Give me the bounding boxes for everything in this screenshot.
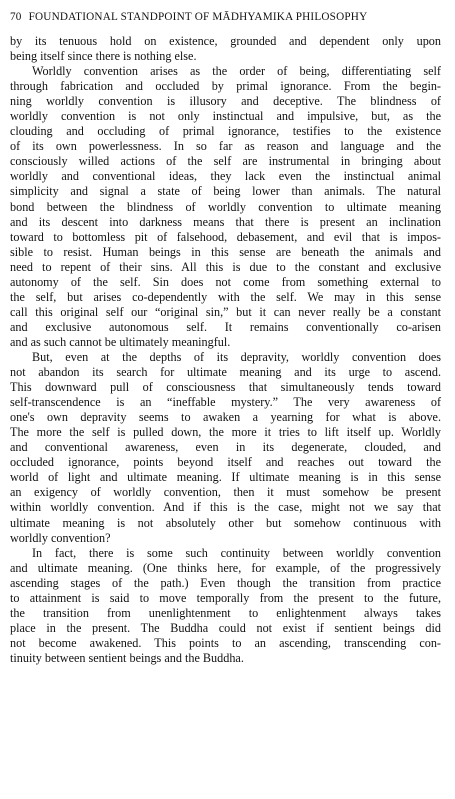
text-line: to attainment is said to move temporally from the present to the future,: [10, 590, 441, 605]
running-head: [10, 10, 441, 24]
text-line: one's own depravity seems to awaken a yearning for what is above.: [10, 410, 441, 425]
text-line: not abandon its search for ultimate meaning and its urge to ascend.: [10, 365, 441, 380]
text-line: through fabrication and occluded by primal ignorance. From the begin-: [10, 79, 441, 94]
text-line: toward to bottomless pit of falsehood, debasement, and evil that is impos-: [10, 229, 441, 244]
text-line: self-transcendence is an “ineffable mystery.” The very awareness of: [10, 395, 441, 410]
text-line: worldly convention?: [10, 530, 111, 545]
text-line: an exigency of worldly convention, then it must somehow be present: [10, 485, 441, 500]
text-line: and as such cannot be ultimately meaningful.: [10, 334, 231, 349]
running-title: FOUNDATIONAL STANDPOINT OF MĀDHYAMIKA PHILOSOPHY: [28, 11, 368, 23]
text-line: being itself since there is nothing else.: [10, 49, 197, 64]
text-line: worldly and conventional ideas, they lack even the instinctual animal: [10, 169, 441, 184]
text-line: In fact, there is some such continuity between worldly convention: [32, 545, 441, 560]
text-line: The more the self is pulled down, the more it tries to lift itself up. Worldly: [10, 425, 441, 440]
paragraph: [10, 350, 441, 546]
paragraph: [10, 64, 441, 350]
text-line: within worldly convention. And if this is the case, might not we say that: [10, 500, 441, 515]
text-line: Worldly convention arises as the order of being, differentiating self: [32, 64, 441, 79]
text-line: not become awakened. This points to an ascending, transcending con-: [10, 635, 441, 650]
paragraph: [10, 34, 441, 64]
text-line: occluded ignorance, points beyond itself and reaches out toward the: [10, 455, 441, 470]
text-line: tinuity between sentient beings and the Buddha.: [10, 650, 244, 665]
text-line: world of light and ultimate meaning. If ultimate meaning is in this sense: [10, 470, 441, 485]
text-line: bond between the blindness of worldly convention to ultimate meaning: [10, 199, 441, 214]
text-line: and exclusive autonomous self. It remains conventionally co-arisen: [10, 319, 441, 334]
text-line: and ultimate meaning. (One thinks here, for example, of the progressively: [10, 560, 441, 575]
text-line: place in the present. The Buddha could not exist if sentient beings did: [10, 620, 441, 635]
paragraph: [10, 546, 441, 666]
text-line: clouding and occluding of primal ignorance, testifies to the existence: [10, 124, 441, 139]
text-line: call this original self our “original sin,” but it can never really be a constant: [10, 304, 441, 319]
text-line: and conventional awareness, even in its degenerate, clouded, and: [10, 440, 441, 455]
text-line: autonomy of the self. Sin does not come from something external to: [10, 274, 441, 289]
text-line: sible to resist. Human beings in this sense are beneath the animals and: [10, 244, 441, 259]
text-line: and its descent into darkness means that there is present an inclination: [10, 214, 441, 229]
text-line: But, even at the depths of its depravity, worldly convention does: [32, 349, 441, 364]
page-number: 70: [10, 11, 22, 23]
text-line: This downward pull of consciousness that simultaneously tends toward: [10, 380, 441, 395]
text-line: ascending stages of the path.) Even though the transition from practice: [10, 575, 441, 590]
body-text: [10, 34, 441, 666]
text-line: ultimate meaning is not absolutely other but somehow continuous with: [10, 515, 441, 530]
text-line: by its tenuous hold on existence, grounded and dependent only upon: [10, 34, 441, 48]
text-line: of its own powerlessness. In so far as reason and language and the: [10, 139, 441, 154]
text-line: simplicity and signal a state of being lower than animals. The natural: [10, 184, 441, 199]
text-line: consciously willed actions of the self are instrumental in bringing about: [10, 154, 441, 169]
text-line: ning worldly convention is illusory and deceptive. The blindness of: [10, 94, 441, 109]
text-line: the self, but arises co-dependently with the self. We may in this sense: [10, 289, 441, 304]
text-line: need to repent of their sins. All this is due to the constant and exclusive: [10, 259, 441, 274]
text-line: the transition from unenlightenment to enlightenment always takes: [10, 605, 441, 620]
text-line: worldly convention is not only instinctual and impulsive, but, as the: [10, 109, 441, 124]
